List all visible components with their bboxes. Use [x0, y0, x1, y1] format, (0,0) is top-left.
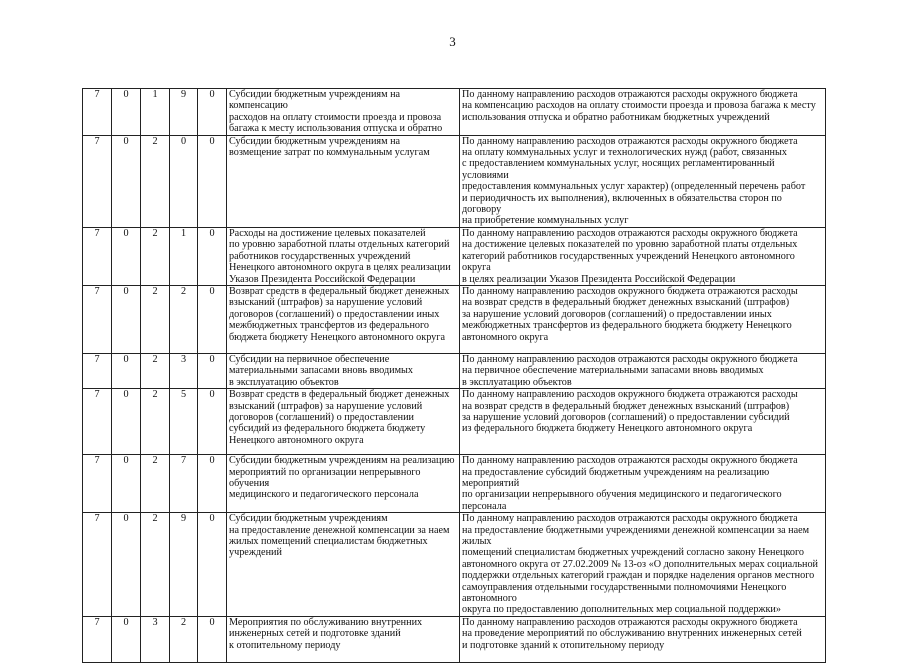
- table-row: [83, 616, 826, 662]
- code-digit-cell: 3: [141, 616, 170, 662]
- code-digit-cell: 2: [141, 389, 170, 455]
- code-digit-cell: 0: [198, 135, 227, 227]
- code-digit-cell: 0: [198, 227, 227, 285]
- expense-name-cell: Субсидии бюджетным учреждениям на компенсацию расходов на оплату стоимости проезда и провоза багажа к месту использования отпуска и обратно: [227, 89, 460, 136]
- code-digit-cell: 0: [198, 285, 227, 353]
- code-digit-cell: 7: [170, 455, 198, 513]
- code-digit-cell: 0: [170, 135, 198, 227]
- code-digit-cell: 2: [141, 285, 170, 353]
- code-digit-cell: 0: [112, 353, 141, 388]
- expense-description-cell: По данному направлению расходов отражаются расходы окружного бюджета на компенсацию расходов на оплату стоимости проезда и провоза багажа к месту использования отпуска и обратно работникам бюджетных учреждений: [460, 89, 826, 136]
- code-digit-cell: 0: [112, 455, 141, 513]
- expense-name-cell: Возврат средств в федеральный бюджет денежных взысканий (штрафов) за нарушение условий договоров (соглашений) о предоставлении иных межбюджетных трансфертов из федерального бюджета бюджету Ненецкого автономного округа: [227, 285, 460, 353]
- expense-name-cell: Субсидии бюджетным учреждениям на возмещение затрат по коммунальным услугам: [227, 135, 460, 227]
- code-digit-cell: 0: [198, 513, 227, 617]
- expense-codes-table: [82, 88, 826, 663]
- code-digit-cell: 7: [83, 353, 112, 388]
- expense-description-cell: По данному направлению расходов окружного бюджета отражаются расходы на возврат средств в федеральный бюджет денежных взысканий (штрафов) за нарушение условий договоров (соглашений) о предоставлении иных межбюджетных трансфертов из федерального бюджета бюджету Ненецкого автономного округа: [460, 285, 826, 353]
- code-digit-cell: 0: [112, 89, 141, 136]
- code-digit-cell: 7: [83, 389, 112, 455]
- expense-description-cell: По данному направлению расходов окружного бюджета отражаются расходы на возврат средств в федеральный бюджет денежных взысканий (штрафов) за нарушение условий договоров (соглашений) о предоставлении субсидий из федерального бюджета бюджету Ненецкого автономного округа: [460, 389, 826, 455]
- expense-description-cell: По данному направлению расходов отражаются расходы окружного бюджета на предоставление бюджетными учреждениями денежной компенсации за наем жилых помещений специалистам бюджетных учреждений согласно закону Ненецкого автономного округа от 27.02.2009 № 13-оз «О дополнительных мерах социальной поддержки отдельных категорий граждан и порядке наделения органов местного самоуправления отдельными государственными полномочиями Ненецкого автономного округа по предоставлению дополнительных мер социальной поддержки»: [460, 513, 826, 617]
- table-row: [83, 135, 826, 227]
- code-digit-cell: 7: [83, 616, 112, 662]
- code-digit-cell: 9: [170, 89, 198, 136]
- code-digit-cell: 0: [198, 616, 227, 662]
- table-row: [83, 89, 826, 136]
- expense-name-cell: Субсидии бюджетным учреждениям на предоставление денежной компенсации за наем жилых помещений специалистам бюджетных учреждений: [227, 513, 460, 617]
- expense-name-cell: Субсидии на первичное обеспечение материальными запасами вновь вводимых в эксплуатацию объектов: [227, 353, 460, 388]
- expense-description-cell: По данному направлению расходов отражаются расходы окружного бюджета на оплату коммунальных услуг и технологических нужд (работ, связанных с предоставлением коммунальных услуг, носящих регламентированный условиями предоставления коммунальных услуг характер) (определенный перечень работ и периодичность их выполнения), включенных в обязательства сторон по договору на приобретение коммунальных услуг: [460, 135, 826, 227]
- code-digit-cell: 1: [170, 227, 198, 285]
- expense-description-cell: По данному направлению расходов отражаются расходы окружного бюджета на достижение целевых показателей по уровню заработной платы отдельных категорий работников государственных учреждений Ненецкого автономного округа в целях реализации Указов Президента Российской Федерации: [460, 227, 826, 285]
- table-row: [83, 513, 826, 617]
- code-digit-cell: 0: [112, 135, 141, 227]
- code-digit-cell: 0: [198, 89, 227, 136]
- code-digit-cell: 0: [112, 389, 141, 455]
- code-digit-cell: 0: [198, 389, 227, 455]
- table-row: [83, 353, 826, 388]
- code-digit-cell: 2: [170, 285, 198, 353]
- table-row: [83, 455, 826, 513]
- expense-name-cell: Мероприятия по обслуживанию внутренних инженерных сетей и подготовке зданий к отопительному периоду: [227, 616, 460, 662]
- code-digit-cell: 0: [112, 616, 141, 662]
- code-digit-cell: 7: [83, 285, 112, 353]
- page-number: 3: [449, 34, 456, 49]
- code-digit-cell: 0: [112, 513, 141, 617]
- table-row: [83, 389, 826, 455]
- code-digit-cell: 7: [83, 227, 112, 285]
- code-digit-cell: 0: [198, 353, 227, 388]
- expense-description-cell: По данному направлению расходов отражаются расходы окружного бюджета на предоставление субсидий бюджетным учреждениям на реализацию мероприятий по организации непрерывного обучения медицинского и педагогического персонала: [460, 455, 826, 513]
- table-row: [83, 227, 826, 285]
- expense-name-cell: Возврат средств в федеральный бюджет денежных взысканий (штрафов) за нарушение условий договоров (соглашений) о предоставлении субсидий из федерального бюджета бюджету Ненецкого автономного округа: [227, 389, 460, 455]
- code-digit-cell: 3: [170, 353, 198, 388]
- code-digit-cell: 2: [141, 455, 170, 513]
- code-digit-cell: 2: [170, 616, 198, 662]
- code-digit-cell: 0: [112, 285, 141, 353]
- code-digit-cell: 7: [83, 135, 112, 227]
- code-digit-cell: 0: [112, 227, 141, 285]
- code-digit-cell: 7: [83, 513, 112, 617]
- code-digit-cell: 2: [141, 353, 170, 388]
- expense-description-cell: По данному направлению расходов отражаются расходы окружного бюджета на проведение мероприятий по обслуживанию внутренних инженерных сетей и подготовке зданий к отопительному периоду: [460, 616, 826, 662]
- expense-name-cell: Расходы на достижение целевых показателей по уровню заработной платы отдельных категорий работников государственных учреждений Ненецкого автономного округа в целях реализации Указов Президента Российской Федерации: [227, 227, 460, 285]
- code-digit-cell: 2: [141, 135, 170, 227]
- expense-name-cell: Субсидии бюджетным учреждениям на реализацию мероприятий по организации непрерывного обучения медицинского и педагогического персонала: [227, 455, 460, 513]
- code-digit-cell: 5: [170, 389, 198, 455]
- expense-description-cell: По данному направлению расходов отражаются расходы окружного бюджета на первичное обеспечение материальными запасами вновь вводимых в эксплуатацию объектов: [460, 353, 826, 388]
- code-digit-cell: 9: [170, 513, 198, 617]
- code-digit-cell: 7: [83, 89, 112, 136]
- table-row: [83, 285, 826, 353]
- code-digit-cell: 2: [141, 227, 170, 285]
- code-digit-cell: 2: [141, 513, 170, 617]
- code-digit-cell: 7: [83, 455, 112, 513]
- code-digit-cell: 1: [141, 89, 170, 136]
- code-digit-cell: 0: [198, 455, 227, 513]
